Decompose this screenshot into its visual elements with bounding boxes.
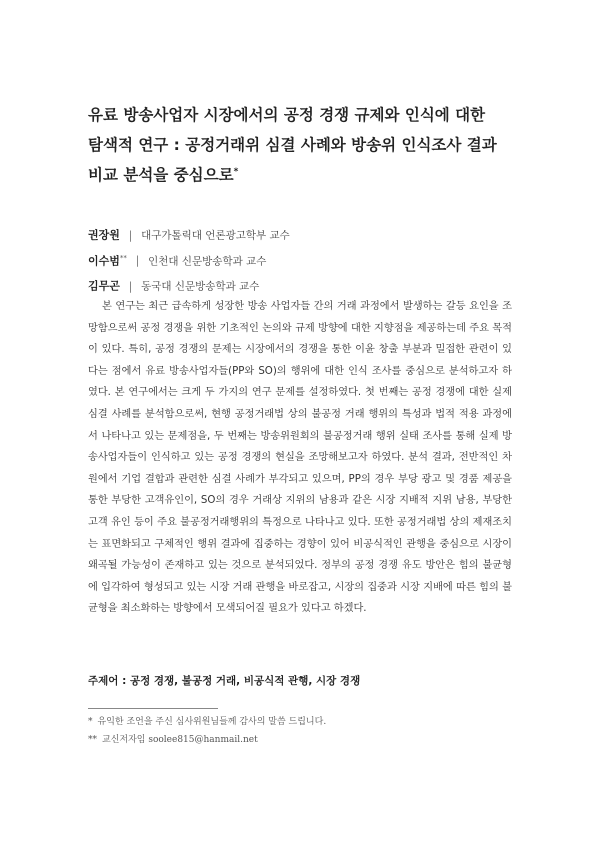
author-affiliation: 인천대 신문방송학과 교수 bbox=[148, 255, 267, 268]
author-affiliation: 동국대 신문방송학과 교수 bbox=[141, 280, 260, 293]
author-name: 권장원 bbox=[88, 228, 120, 242]
footnote-list bbox=[88, 713, 528, 749]
author-separator: | bbox=[128, 228, 133, 242]
author-name: 김무곤 bbox=[88, 279, 120, 293]
footnote-divider bbox=[88, 708, 218, 709]
footnote-mark: ** bbox=[88, 735, 97, 745]
author-entry bbox=[88, 247, 528, 273]
author-mark: ** bbox=[119, 253, 127, 262]
footnote-item bbox=[88, 731, 528, 749]
author-separator: | bbox=[135, 254, 140, 268]
title-line-2: 탐색적 연구 : 공정거래위 심결 사례와 방송위 인식조사 결과 bbox=[88, 136, 497, 154]
author-entry bbox=[88, 272, 528, 298]
title-line-3-text: 비교 분석을 중심으로 bbox=[88, 166, 234, 184]
paper-title bbox=[88, 100, 528, 190]
footnote-mark: * bbox=[88, 717, 93, 727]
keywords-line: 주제어 : 공정 경쟁, 불공정 거래, 비공식적 관행, 시장 경쟁 bbox=[88, 675, 361, 687]
footnote-item bbox=[88, 713, 528, 731]
title-footnote-mark: * bbox=[233, 166, 239, 177]
title-line-3 bbox=[88, 160, 528, 190]
footnote-text: 교신저자임 soolee815@hanmail.net bbox=[102, 735, 258, 745]
author-affiliation: 대구가톨릭대 언론광고학부 교수 bbox=[141, 229, 290, 242]
footnote-text: 유익한 조언을 주신 심사위원님들께 감사의 말씀 드립니다. bbox=[97, 717, 327, 727]
abstract-text: 본 연구는 최근 급속하게 성장한 방송 사업자들 간의 거래 과정에서 발생하는 갈등 요인을 조망함으로써 공정 경쟁을 위한 기초적인 논의와 규제 방향에 대한 지향점을 제공하는데 주요 목적이 있다. 특히, 공정 경쟁의 문제는 시장에서의 경쟁을 통한 이윤 창출 부분과 밀접한 관련이 있다는 점에서 유료 방송사업자들(PP와 SO)의 행위에 대한 인식 조사를 중심으로 분석하고자 하였다. 본 연구에서는 크게 두 가지의 연구 문제를 설정하였다. 첫 번째는 공정 경쟁에 대한 실제 심결 사례를 분석함으로써, 현행 공정거래법 상의 불공정 거래 행위의 특성과 법적 적용 과정에서 나타나고 있는 문제점을, 두 번째는 방송위원회의 불공정거래 행위 실태 조사를 통해 실제 방송사업자들이 인식하고 있는 공정 경쟁의 현실을 조망해보고자 하였다. 분석 결과, 전반적인 차원에서 기업 결합과 관련한 심결 사례가 부각되고 있으며, PP의 경우 부당 광고 및 경품 제공을 통한 부당한 고객유인이, SO의 경우 거래상 지위의 남용과 같은 시장 지배적 지위 남용, 부당한 고객 유인 등이 주요 불공정거래행위의 특정으로 나타나고 있다. 또한 공정거래법 상의 제재조치는 표면화되고 구체적인 행위 결과에 집중하는 경향이 있어 비공식적인 관행을 중심으로 시장이 왜곡될 가능성이 존재하고 있는 것으로 분석되었다. 정부의 공정 경쟁 유도 방안은 힘의 불균형에 입각하여 형성되고 있는 시장 거래 관행을 바로잡고, 시장의 집중과 시장 지배에 따른 힘의 불균형을 최소화하는 방향에서 모색되어질 필요가 있다고 하겠다. bbox=[88, 301, 512, 615]
author-entry bbox=[88, 221, 528, 247]
author-separator: | bbox=[128, 279, 133, 293]
author-name: 이수범 bbox=[88, 254, 120, 268]
title-line-1: 유료 방송사업자 시장에서의 공정 경쟁 규제와 인식에 대한 bbox=[88, 106, 486, 124]
author-list bbox=[88, 221, 528, 298]
